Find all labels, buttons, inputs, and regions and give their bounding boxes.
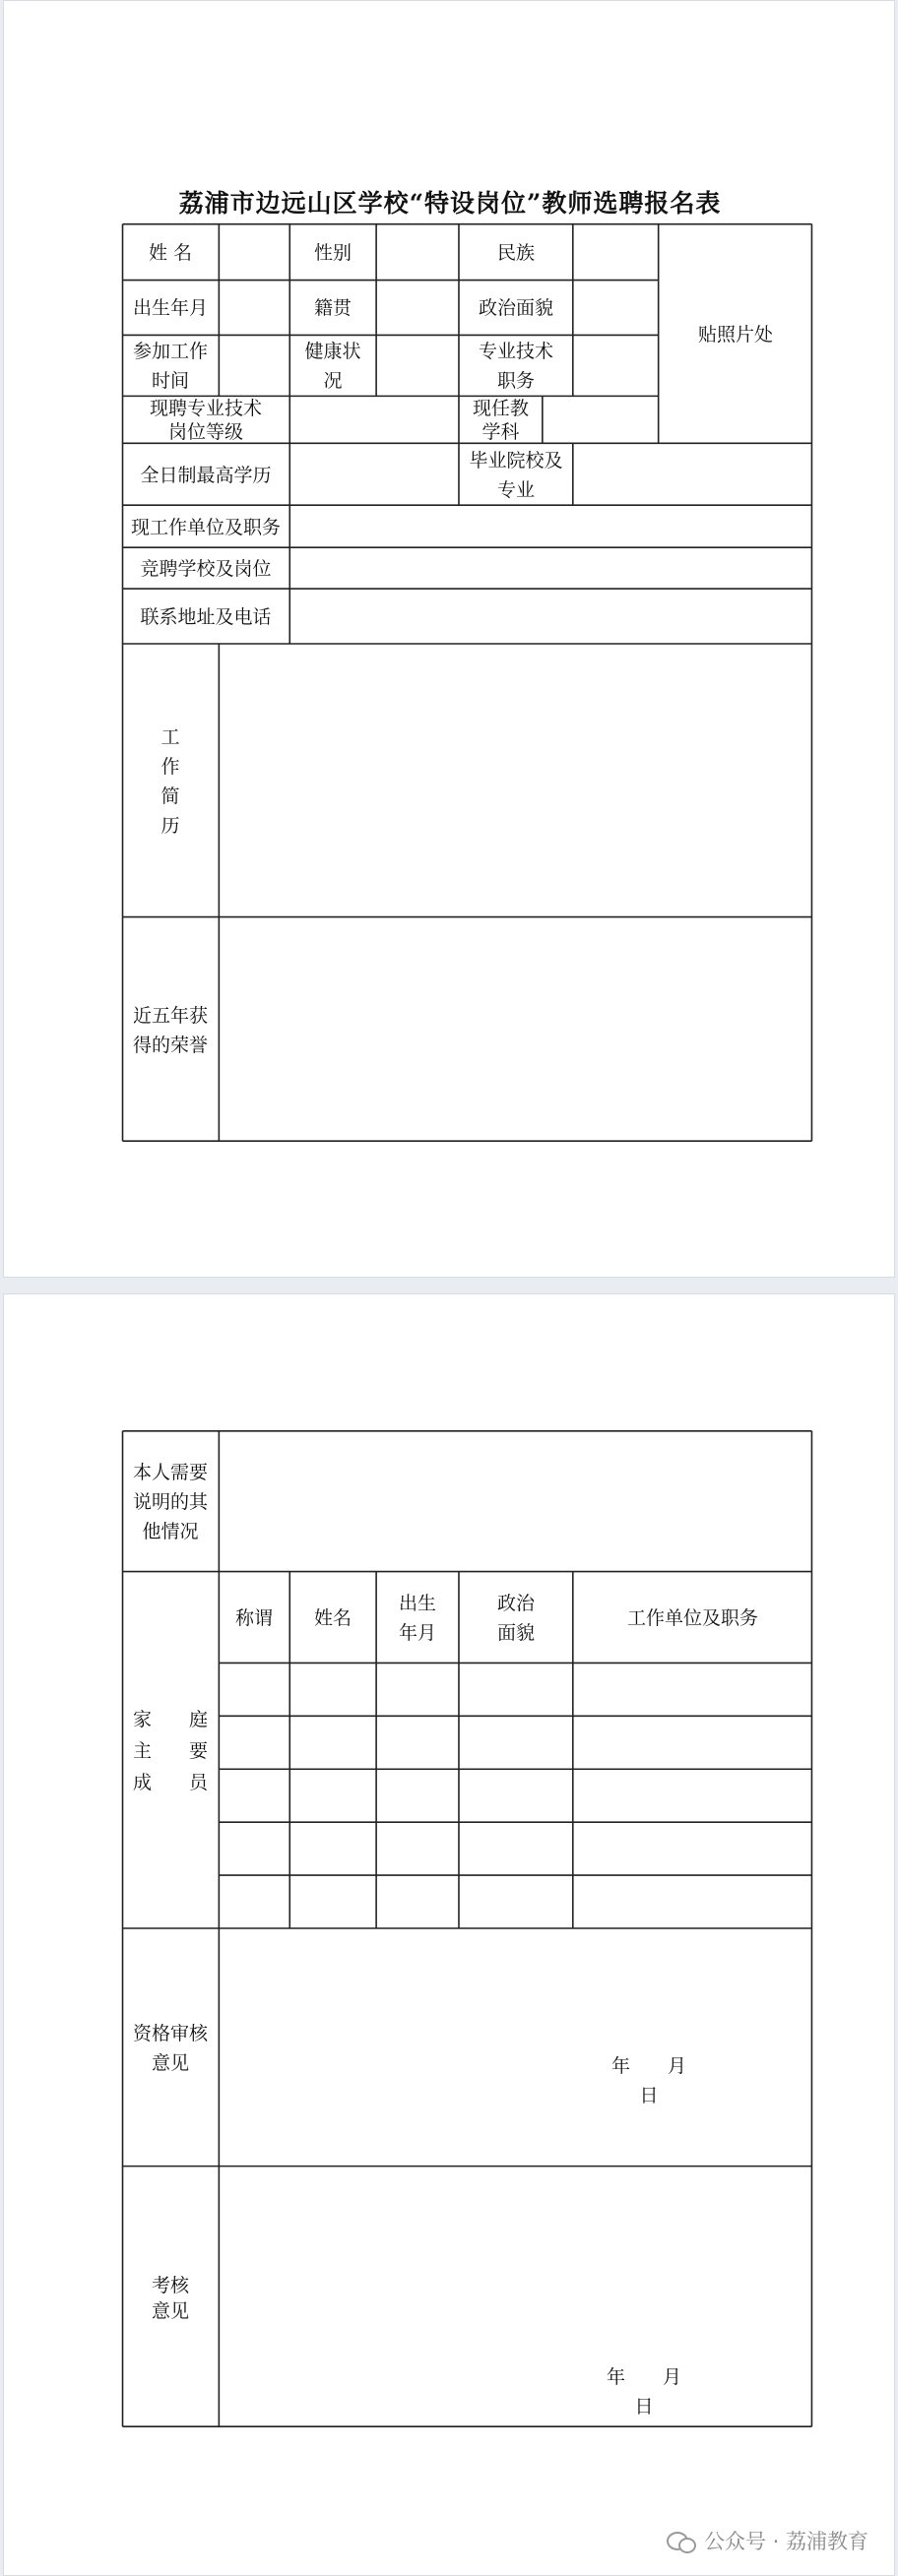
birth-field[interactable] [219,281,289,336]
label-current-post-level: 现聘专业技术 岗位等级 [149,398,262,443]
label-other: 本人需要 说明的其 他情况 [132,1461,208,1542]
label-health: 健康状 况 [304,341,361,392]
family-header-relation: 称谓 [234,1606,273,1629]
label-political: 政治面貌 [478,297,553,319]
label-work-start: 参加工作 时间 [132,341,208,392]
label-birth: 出生年月 [132,297,208,319]
label-education: 全日制最高学历 [140,464,272,486]
label-work-unit: 现工作单位及职务 [130,516,281,538]
resume-field[interactable] [219,645,812,918]
health-field[interactable] [376,336,459,397]
origin-field[interactable] [376,281,459,336]
label-current-subject: 现任教 学科 [472,398,529,443]
label-graduate-school: 毕业院校及 专业 [469,449,563,501]
label-ethnicity: 民族 [496,241,535,264]
family-header-political: 政治 面貌 [496,1592,535,1644]
exam-field[interactable] [219,2168,812,2428]
work-start-field[interactable] [219,336,289,397]
family-row-2[interactable] [219,1717,812,1770]
label-contact: 联系地址及电话 [140,606,272,628]
label-origin: 籍贯 [313,297,352,319]
label-review: 资格审核 意见 [132,2023,208,2074]
family-header-birth: 出生 年月 [398,1592,436,1644]
wechat-icon [667,2530,696,2551]
family-row-1[interactable] [219,1664,812,1717]
watermark [667,2526,868,2555]
family-header-name: 姓名 [313,1606,352,1629]
label-gender: 性别 [313,241,352,264]
contact-field[interactable] [289,590,812,645]
gender-field[interactable] [376,224,459,281]
current-subject-field[interactable] [543,397,659,444]
form-page-1 [3,0,895,1278]
label-family: 家 庭 主 要 成 员 [132,1708,208,1793]
honors-field[interactable] [219,918,812,1143]
review-date: 年 月 日 [610,2055,725,2106]
graduate-school-field[interactable] [573,444,812,506]
family-row-3[interactable] [219,1770,812,1823]
label-target: 竞聘学校及岗位 [140,558,272,580]
watermark-text: 公众号 · 荔浦教育 [703,2530,868,2553]
work-unit-field[interactable] [289,506,812,548]
label-resume: 工 作 简 历 [160,726,180,837]
label-name: 姓 名 [148,241,193,264]
family-row-5[interactable] [219,1876,812,1929]
label-honors: 近五年获 得的荣誉 [132,1005,208,1056]
pro-title-field[interactable] [573,336,659,397]
target-field[interactable] [289,548,812,590]
family-row-4[interactable] [219,1823,812,1876]
exam-date: 年 月 日 [606,2366,720,2418]
political-field[interactable] [573,281,659,336]
label-exam: 考核 意见 [151,2274,189,2322]
photo-area[interactable]: 贴照片处 [697,323,773,346]
education-field[interactable] [289,444,459,506]
name-field[interactable] [219,224,289,281]
current-post-level-field[interactable] [289,397,459,444]
ethnicity-field[interactable] [573,224,659,281]
other-field[interactable] [219,1431,812,1572]
family-header-work-unit: 工作单位及职务 [626,1606,758,1629]
form-title: 荔浦市边远山区学校“特设岗位”教师选聘报名表 [178,189,722,218]
review-field[interactable] [219,1929,812,2168]
label-pro-title: 专业技术 职务 [478,341,553,392]
form-page-2 [3,1293,895,2576]
